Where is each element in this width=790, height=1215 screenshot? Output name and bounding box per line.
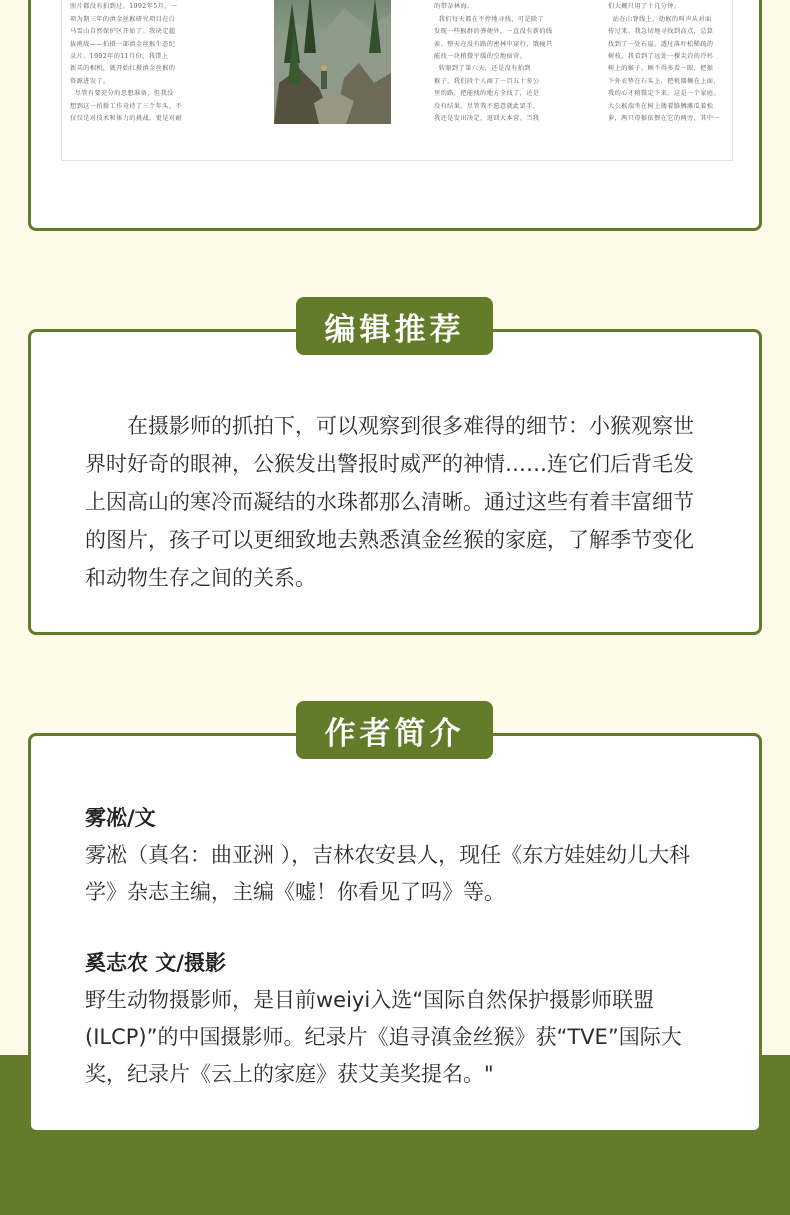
author-2-name: 奚志农 文/摄影: [85, 951, 226, 975]
author-1-bio: 雾凇（真名：曲亚洲 ），吉林农安县人，现任《东方娃娃幼儿大科学》杂志主编，主编《嘘！你看见了吗》等。: [85, 843, 691, 904]
book-text-column-1: 照片都没有拍到过。1992年5月，一 项为期三年的滇金丝猴研究项目在白 马雪山自然保护区开始了。我决定超 拔挑战——拍摄一部滇金丝猴生态纪 录片。1992年的11月份，我带上 新买的相机，就开始扛摄滇金丝猴的 资源进发了。 尽管有要充分的思想准备，但我没 想到这一拍摄工作竟持了三个年头，不 仅仅是对技术和体力的挑战，更是对耐: [70, 3, 182, 123]
book-text-column-3: 们大概只用了十几分钟。 站在山脊线上，幼猴的叫声从对面 传过来。我急切地寻找到高点，总算 找到了一处石崖。透过落叶松稀疏的 树枝，我看到了远处一棵尖岩的冷杉 树上的猴子。顾不得多看一眼，把猴 下外衣垫在石头上，把机器搁在上面， 我的心才稍微定下来。这是一个家庭。 大公猴端坐在树上搂着胳膊滩瓜着松 萝，两只母猴依偎在它的两旁，其中一: [608, 3, 720, 123]
author-intro-card: [28, 733, 762, 1133]
book-page-spread: [61, 0, 733, 161]
editor-recommendation-heading: 编辑推荐: [296, 297, 493, 355]
author-1-name: 雾凇/文: [85, 806, 156, 830]
author-2-bio: 野生动物摄影师，是目前weiyi入选“国际自然保护摄影师联盟(ILCP)”的中国摄影师。纪录片《追寻滇金丝猴》获“TVE”国际大奖，纪录片《云上的家庭》获艾美奖提名。": [85, 988, 682, 1086]
book-text-column-2: 的带杂林海。 我们每天都在不停地寻找，可是除了 发现一些猴群的粪便外，一直没有新的线 索。整天在没有路的密林中穿行，饿瘦只 能找一块稍微平缓的空地宿营。 转眼到了第六天，还是没有拍到 猴子。我们段个人商了一百五十多公 里的路，把能找的地方全找了，还是 没有结果。尽管我不愿意就此罢手， 我还是发出决定，返回大本营。当我: [434, 3, 553, 123]
author-intro-heading: 作者简介: [296, 701, 493, 759]
editor-recommendation-card: [28, 329, 762, 635]
book-photo: [274, 0, 391, 124]
book-preview-card: [28, 0, 762, 231]
editor-recommendation-text: 在摄影师的抓拍下，可以观察到很多难得的细节：小猴观察世界时好奇的眼神，公猴发出警报时威严的神情……连它们后背毛发上因高山的寒冷而凝结的水珠都那么清晰。通过这些有着丰富细节的图片，孩子可以更细致地去熟悉滇金丝猴的家庭，了解季节变化和动物生存之间的关系。: [85, 414, 694, 590]
